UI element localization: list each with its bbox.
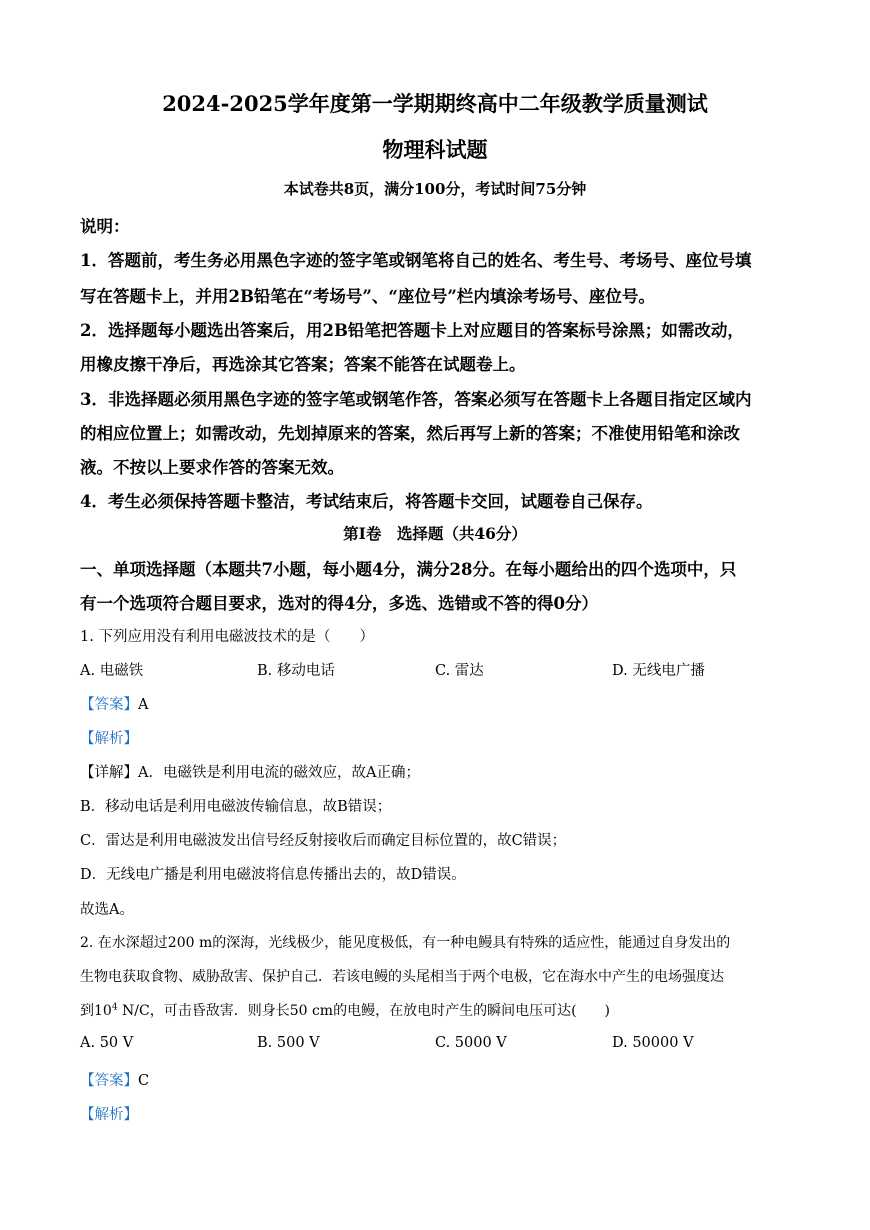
q1-detail-line: D．无线电广播是利用电磁波将信息传播出去的，故D错误。 <box>80 867 466 883</box>
detail-text: A．电磁铁是利用电流的磁效应，故A正确； <box>138 765 420 781</box>
subject-title: 物理科试题 <box>382 137 488 162</box>
answer-label: 【答案】 <box>80 1073 138 1089</box>
instruction-line: 1．答题前，考生务必用黑色字迹的签字笔或钢笔将自己的姓名、考生号、考场号、座位号填 <box>80 251 752 270</box>
q2-option-b: B. 500 V <box>257 1035 320 1051</box>
q2-option-c: C. 5000 V <box>435 1035 507 1051</box>
instruction-line: 写在答题卡上，并用2B铅笔在“考场号”、“座位号”栏内填涂考场号、座位号。 <box>80 287 655 306</box>
part-heading-line: 有一个选项符合题目要求，选对的得4分，多选、选错或不答的得0分） <box>80 594 598 613</box>
section-title: 第Ⅰ卷 选择题（共46分） <box>343 524 527 543</box>
instruction-line: 的相应位置上；如需改动，先划掉原来的答案，然后再写上新的答案；不准使用铅笔和涂改 <box>80 424 740 443</box>
instruction-line: 3．非选择题必须用黑色字迹的签字笔或钢笔作答，答案必须写在答题卡上各题目指定区域内 <box>80 390 752 409</box>
q2-stem-line <box>80 1000 610 1020</box>
q1-answer <box>80 693 148 714</box>
q1-detail-line: C．雷达是利用电磁波发出信号经反射接收后而确定目标位置的，故C错误； <box>80 833 567 849</box>
q1-option-a: A. 电磁铁 <box>80 663 144 679</box>
answer-value: C <box>138 1073 150 1089</box>
q2-stem-text: N/C，可击昏敌害．则身长50 cm的电鳗，在放电时产生的瞬间电压可达( ) <box>117 1003 610 1019</box>
q1-stem: 1. 下列应用没有利用电磁波技术的是（ ） <box>80 629 374 645</box>
detail-label: 【详解】 <box>80 765 138 781</box>
q2-analysis-label: 【解析】 <box>80 1107 138 1123</box>
q1-detail-line <box>80 761 420 782</box>
q2-stem-line: 2. 在水深超过200 m的深海，光线极少，能见度极低，有一种电鳗具有特殊的适应性，能通过自身发出的 <box>80 935 731 951</box>
q2-option-a: A. 50 V <box>80 1035 134 1051</box>
q1-option-b: B. 移动电话 <box>257 663 335 679</box>
instruction-line: 用橡皮擦干净后，再选涂其它答案；答案不能答在试题卷上。 <box>80 355 526 374</box>
q2-stem-line: 生物电获取食物、威胁敌害、保护自己．若该电鳗的头尾相当于两个电极，它在海水中产生的电场强度达 <box>80 969 724 985</box>
q1-detail-line: B．移动电话是利用电磁波传输信息，故B错误； <box>80 799 392 815</box>
instruction-line: 2．选择题每小题选出答案后，用2B铅笔把答题卡上对应题目的答案标号涂黑；如需改动， <box>80 321 744 340</box>
q1-conclusion: 故选A。 <box>80 902 134 918</box>
q1-analysis-label: 【解析】 <box>80 731 138 747</box>
answer-value: A <box>138 697 149 713</box>
exam-title: 2024-2025学年度第一学期期终高中二年级教学质量测试 <box>162 91 708 116</box>
exponent: 4 <box>111 1002 118 1013</box>
q1-option-d: D. 无线电广播 <box>612 663 705 679</box>
exam-info: 本试卷共8页，满分100分，考试时间75分钟 <box>283 180 587 198</box>
instruction-line: 液。不按以上要求作答的答案无效。 <box>80 458 344 477</box>
q2-answer <box>80 1069 149 1090</box>
part-heading-line: 一、单项选择题（本题共7小题，每小题4分，满分28分。在每小题给出的四个选项中，只 <box>80 560 737 579</box>
q2-stem-text: 到10 <box>80 1003 112 1019</box>
answer-label: 【答案】 <box>80 697 138 713</box>
q1-option-c: C. 雷达 <box>435 663 484 679</box>
instruction-line: 4．考生必须保持答题卡整洁，考试结束后，将答题卡交回，试题卷自己保存。 <box>80 492 653 511</box>
q2-option-d: D. 50000 V <box>612 1035 694 1051</box>
instructions-heading: 说明： <box>80 217 130 236</box>
